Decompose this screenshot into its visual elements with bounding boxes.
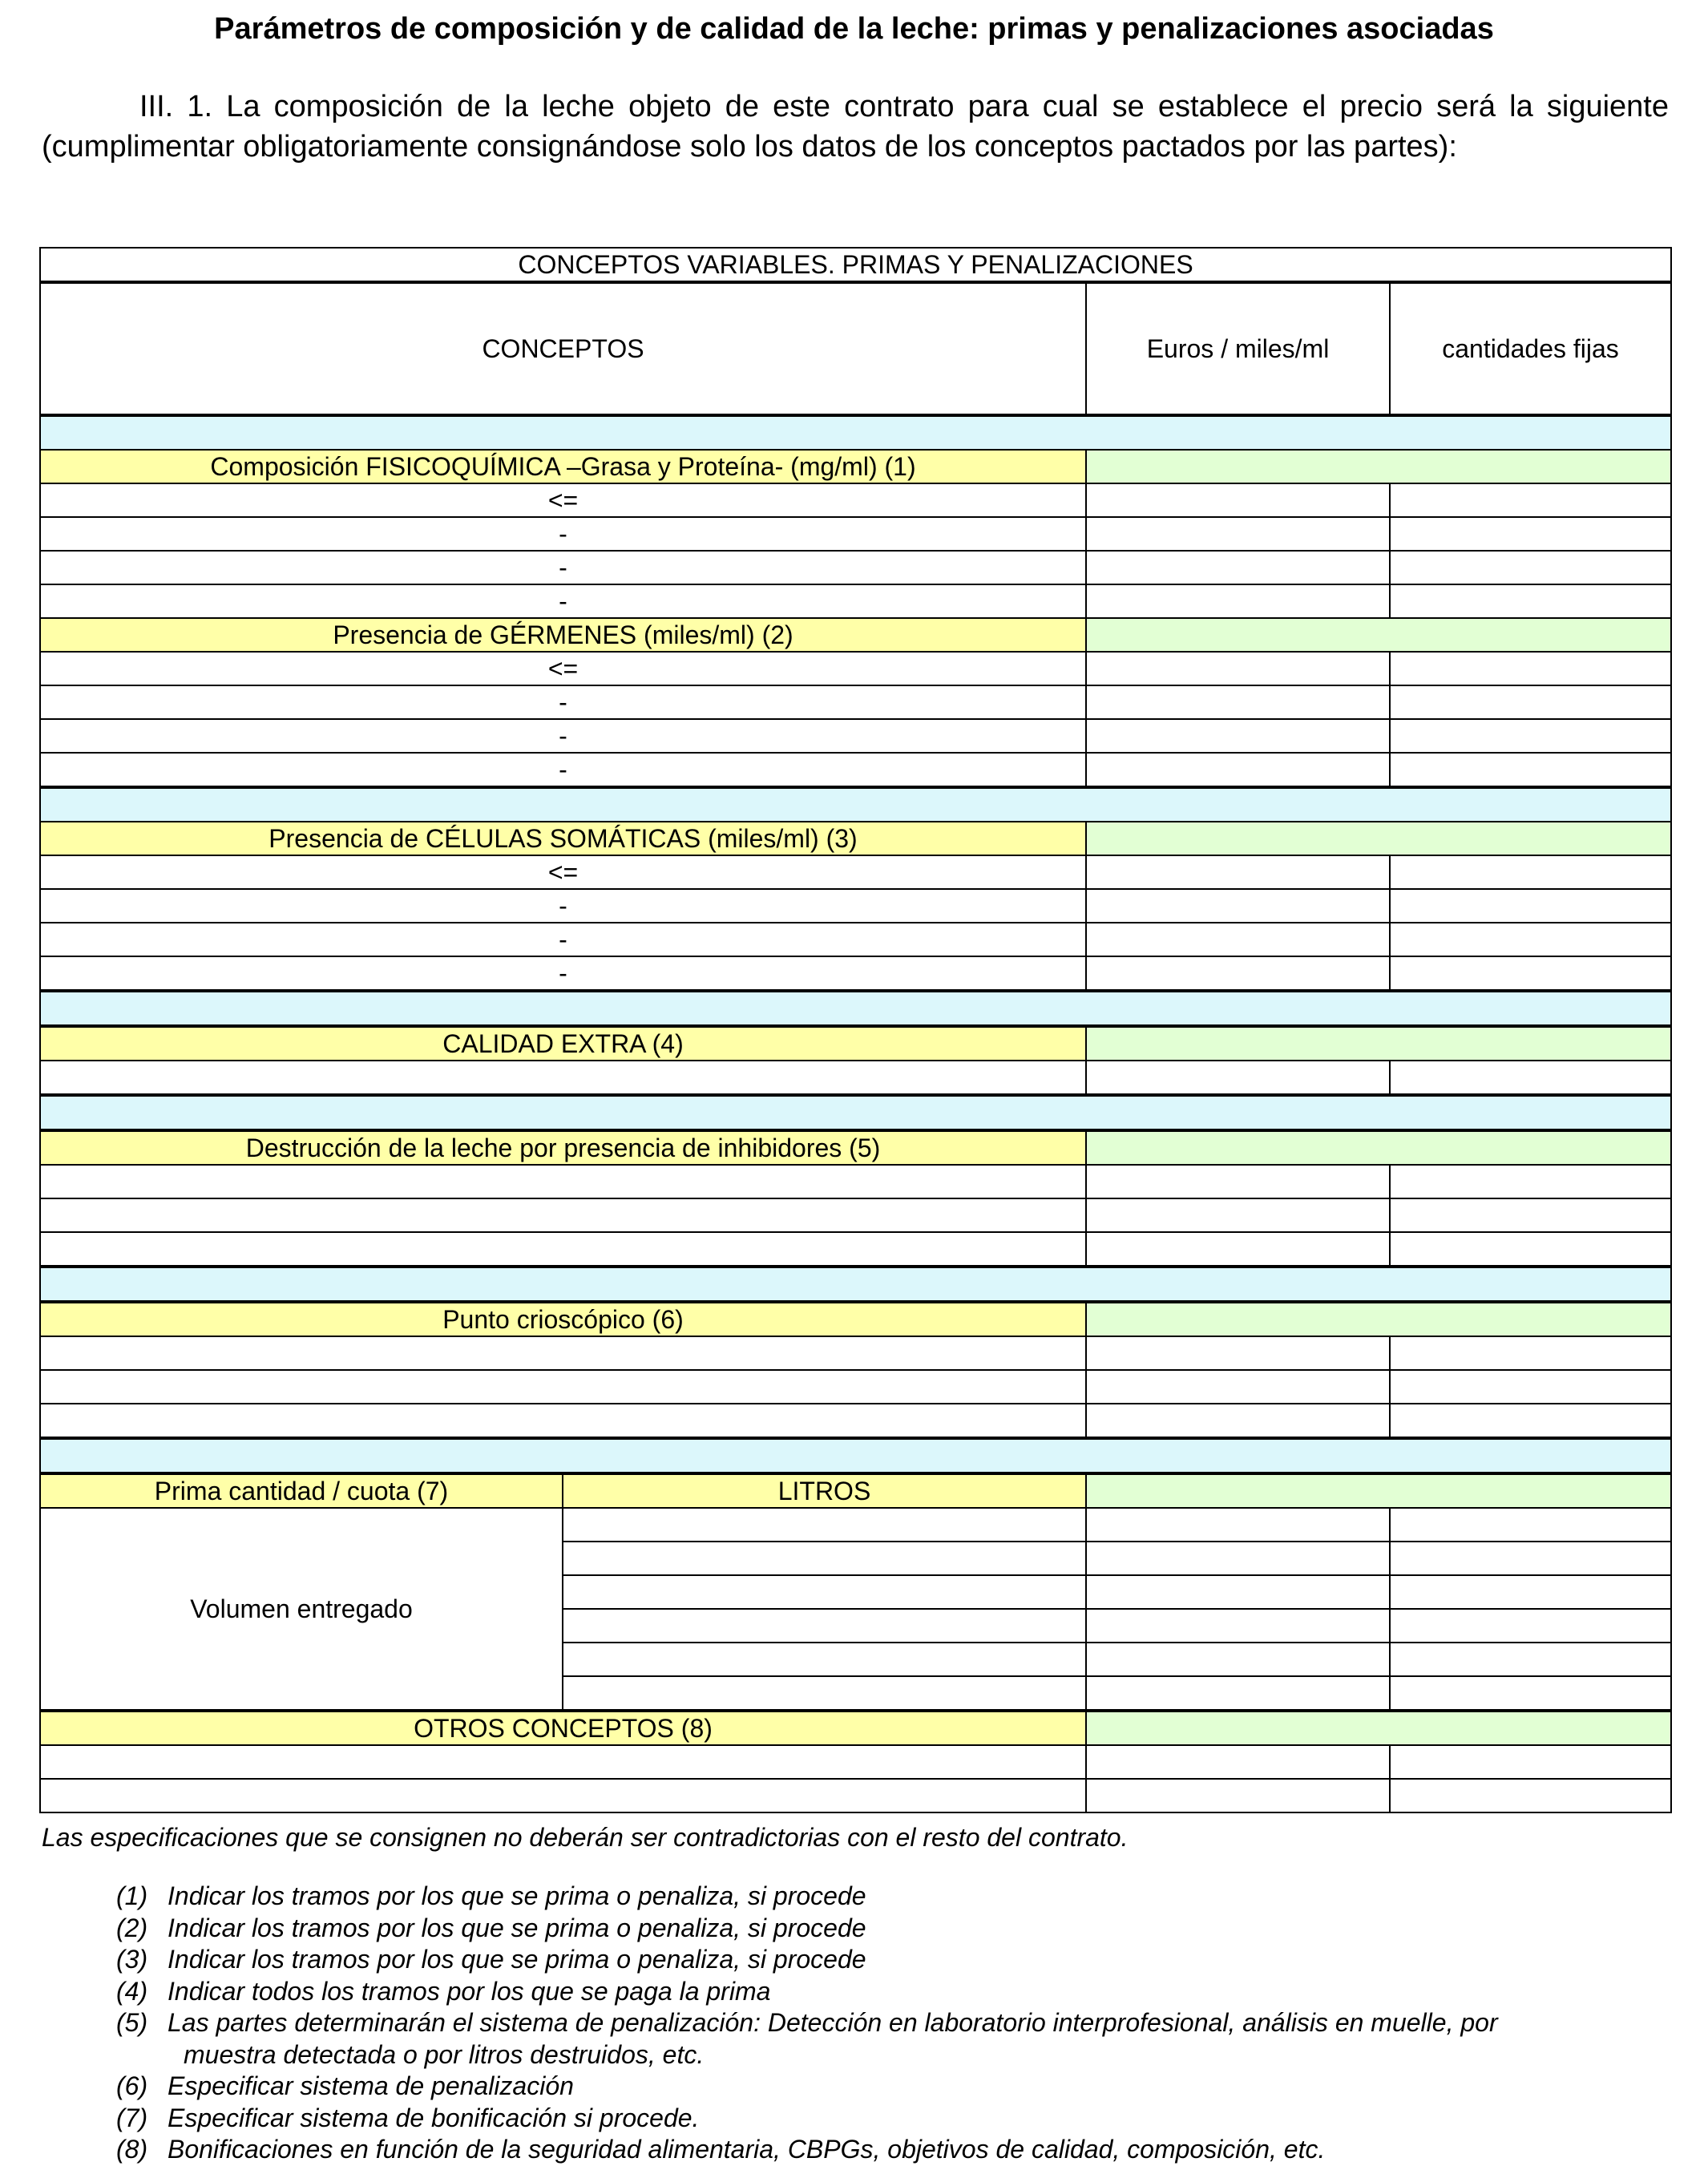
section-fill <box>1086 618 1671 652</box>
fixed-cell[interactable] <box>1390 584 1671 618</box>
section-fisicoquimica: Composición FISICOQUÍMICA –Grasa y Proteína- (mg/ml) (1) <box>40 450 1086 483</box>
euros-cell[interactable] <box>1086 652 1390 685</box>
fixed-cell[interactable] <box>1390 855 1671 889</box>
range-cell[interactable] <box>40 1232 1086 1267</box>
section-germenes: Presencia de GÉRMENES (miles/ml) (2) <box>40 618 1086 652</box>
range-cell[interactable] <box>40 1198 1086 1232</box>
section-celulas: Presencia de CÉLULAS SOMÁTICAS (miles/ml) (3) <box>40 822 1086 855</box>
litros-header: LITROS <box>563 1473 1086 1508</box>
range-cell[interactable]: <= <box>40 652 1086 685</box>
fixed-cell[interactable] <box>1390 1061 1671 1095</box>
range-cell[interactable]: - <box>40 584 1086 618</box>
litros-cell[interactable] <box>563 1575 1086 1609</box>
range-cell[interactable]: - <box>40 753 1086 787</box>
section-prima-cantidad: Prima cantidad / cuota (7) <box>40 1473 563 1508</box>
range-cell[interactable]: - <box>40 551 1086 584</box>
euros-cell[interactable] <box>1086 1745 1390 1779</box>
spacer-row <box>40 991 1671 1026</box>
range-cell[interactable] <box>40 1370 1086 1404</box>
fixed-cell[interactable] <box>1390 1745 1671 1779</box>
euros-cell[interactable] <box>1086 1165 1390 1198</box>
euros-cell[interactable] <box>1086 1542 1390 1575</box>
fixed-cell[interactable] <box>1390 889 1671 923</box>
footnote <box>116 1976 1668 2008</box>
fixed-cell[interactable] <box>1390 685 1671 719</box>
section-fill <box>1086 1130 1671 1165</box>
euros-cell[interactable] <box>1086 889 1390 923</box>
euros-cell[interactable] <box>1086 719 1390 753</box>
footnote-number: (6) <box>116 2071 148 2100</box>
range-cell[interactable]: - <box>40 889 1086 923</box>
section-fill <box>1086 822 1671 855</box>
footnote <box>116 1944 1668 1976</box>
fixed-cell[interactable] <box>1390 483 1671 517</box>
litros-cell[interactable] <box>563 1508 1086 1542</box>
euros-cell[interactable] <box>1086 1370 1390 1404</box>
range-cell[interactable]: - <box>40 719 1086 753</box>
range-cell[interactable] <box>40 1336 1086 1370</box>
footnote <box>116 2007 1668 2039</box>
footnote-continuation: muestra detectada o por litros destruidos, etc. <box>184 2039 705 2069</box>
range-cell[interactable]: - <box>40 956 1086 991</box>
specification-note: Las especificaciones que se consignen no deberán ser contradictorias con el resto del contrato. <box>42 1823 1129 1852</box>
footnote-text: Especificar sistema de bonificación si procede. <box>168 2103 700 2132</box>
footnote-number: (8) <box>116 2135 148 2164</box>
footnote-number: (7) <box>116 2103 148 2132</box>
spacer-row <box>40 1095 1671 1130</box>
litros-cell[interactable] <box>563 1609 1086 1643</box>
header-conceptos: CONCEPTOS <box>40 282 1086 415</box>
fixed-cell[interactable] <box>1390 1609 1671 1643</box>
footnote-number: (2) <box>116 1913 148 1942</box>
fixed-cell[interactable] <box>1390 1542 1671 1575</box>
fixed-cell[interactable] <box>1390 1232 1671 1267</box>
footnote-text: Indicar los tramos por los que se prima o penaliza, si procede <box>168 1945 866 1974</box>
fixed-cell[interactable] <box>1390 1336 1671 1370</box>
fixed-cell[interactable] <box>1390 551 1671 584</box>
fixed-cell[interactable] <box>1390 1404 1671 1438</box>
euros-cell[interactable] <box>1086 1575 1390 1609</box>
euros-cell[interactable] <box>1086 551 1390 584</box>
fixed-cell[interactable] <box>1390 1676 1671 1711</box>
fixed-cell[interactable] <box>1390 1643 1671 1676</box>
range-cell[interactable] <box>40 1061 1086 1095</box>
footnote <box>116 2134 1668 2166</box>
euros-cell[interactable] <box>1086 1643 1390 1676</box>
premiums-table <box>39 247 1672 1813</box>
fixed-cell[interactable] <box>1390 1198 1671 1232</box>
euros-cell[interactable] <box>1086 517 1390 551</box>
section-fill <box>1086 1473 1671 1508</box>
section-fill <box>1086 1302 1671 1336</box>
euros-cell[interactable] <box>1086 1232 1390 1267</box>
footnote-text: Las partes determinarán el sistema de penalización: Detección en laboratorio interprofesional, análisis en muelle, por <box>168 2008 1498 2037</box>
footnote-text: Indicar todos los tramos por los que se paga la prima <box>168 1976 771 2006</box>
footnote <box>116 1881 1668 1913</box>
euros-cell[interactable] <box>1086 855 1390 889</box>
table-main-header: CONCEPTOS VARIABLES. PRIMAS Y PENALIZACIONES <box>40 248 1671 282</box>
page-title: Parámetros de composición y de calidad de la leche: primas y penalizaciones asociadas <box>214 12 1494 46</box>
euros-cell[interactable] <box>1086 1609 1390 1643</box>
section-fill <box>1086 450 1671 483</box>
footnote <box>116 1913 1668 1945</box>
fixed-cell[interactable] <box>1390 1575 1671 1609</box>
litros-cell[interactable] <box>563 1643 1086 1676</box>
footnote-list <box>116 1881 1668 2166</box>
fixed-cell[interactable] <box>1390 1779 1671 1812</box>
fixed-cell[interactable] <box>1390 923 1671 956</box>
euros-cell[interactable] <box>1086 1404 1390 1438</box>
footnote-number: (3) <box>116 1945 148 1974</box>
fixed-cell[interactable] <box>1390 1165 1671 1198</box>
footnote-number: (1) <box>116 1881 148 1910</box>
section-fill <box>1086 1026 1671 1061</box>
spacer-row <box>40 787 1671 822</box>
litros-cell[interactable] <box>563 1542 1086 1575</box>
footnote-text: Especificar sistema de penalización <box>168 2071 574 2100</box>
footnote-number: (5) <box>116 2008 148 2037</box>
range-cell[interactable] <box>40 1404 1086 1438</box>
spacer-row <box>40 1438 1671 1473</box>
range-cell[interactable]: - <box>40 517 1086 551</box>
euros-cell[interactable] <box>1086 1676 1390 1711</box>
fixed-cell[interactable] <box>1390 1508 1671 1542</box>
euros-cell[interactable] <box>1086 1779 1390 1812</box>
footnote-number: (4) <box>116 1976 148 2006</box>
footnote-text: Bonificaciones en función de la seguridad alimentaria, CBPGs, objetivos de calidad, composición, etc. <box>168 2135 1326 2164</box>
intro-paragraph: III. 1. La composición de la leche objeto de este contrato para cual se establece el precio será la siguiente (cumplimentar obligatoriamente consignándose solo los datos de los conceptos pactados por las partes): <box>42 90 1669 164</box>
euros-cell[interactable] <box>1086 1336 1390 1370</box>
section-otros-conceptos: OTROS CONCEPTOS (8) <box>40 1711 1086 1745</box>
euros-cell[interactable] <box>1086 1061 1390 1095</box>
footnote <box>116 2103 1668 2135</box>
fixed-cell[interactable] <box>1390 956 1671 991</box>
range-cell[interactable]: <= <box>40 483 1086 517</box>
section-punto-crioscopico: Punto crioscópico (6) <box>40 1302 1086 1336</box>
euros-cell[interactable] <box>1086 483 1390 517</box>
range-cell[interactable]: <= <box>40 855 1086 889</box>
euros-cell[interactable] <box>1086 1198 1390 1232</box>
section-calidad-extra: CALIDAD EXTRA (4) <box>40 1026 1086 1061</box>
footnote-text: Indicar los tramos por los que se prima o penaliza, si procede <box>168 1881 866 1910</box>
footnote-text: Indicar los tramos por los que se prima o penaliza, si procede <box>168 1913 866 1942</box>
footnote <box>116 2071 1668 2103</box>
section-destruccion: Destrucción de la leche por presencia de inhibidores (5) <box>40 1130 1086 1165</box>
range-cell[interactable] <box>40 1745 1086 1779</box>
range-cell[interactable] <box>40 1779 1086 1812</box>
fixed-cell[interactable] <box>1390 517 1671 551</box>
euros-cell[interactable] <box>1086 1508 1390 1542</box>
euros-cell[interactable] <box>1086 923 1390 956</box>
spacer-row <box>40 1267 1671 1302</box>
euros-cell[interactable] <box>1086 753 1390 787</box>
fixed-cell[interactable] <box>1390 719 1671 753</box>
euros-cell[interactable] <box>1086 584 1390 618</box>
litros-cell[interactable] <box>563 1676 1086 1711</box>
range-cell[interactable]: - <box>40 685 1086 719</box>
spacer-row <box>40 415 1671 450</box>
range-cell[interactable]: - <box>40 923 1086 956</box>
euros-cell[interactable] <box>1086 956 1390 991</box>
fixed-cell[interactable] <box>1390 753 1671 787</box>
section-fill <box>1086 1711 1671 1745</box>
fixed-cell[interactable] <box>1390 652 1671 685</box>
header-euros: Euros / miles/ml <box>1086 282 1390 415</box>
fixed-cell[interactable] <box>1390 1370 1671 1404</box>
range-cell[interactable] <box>40 1165 1086 1198</box>
volumen-entregado: Volumen entregado <box>40 1508 563 1711</box>
header-cantidades: cantidades fijas <box>1390 282 1671 415</box>
euros-cell[interactable] <box>1086 685 1390 719</box>
